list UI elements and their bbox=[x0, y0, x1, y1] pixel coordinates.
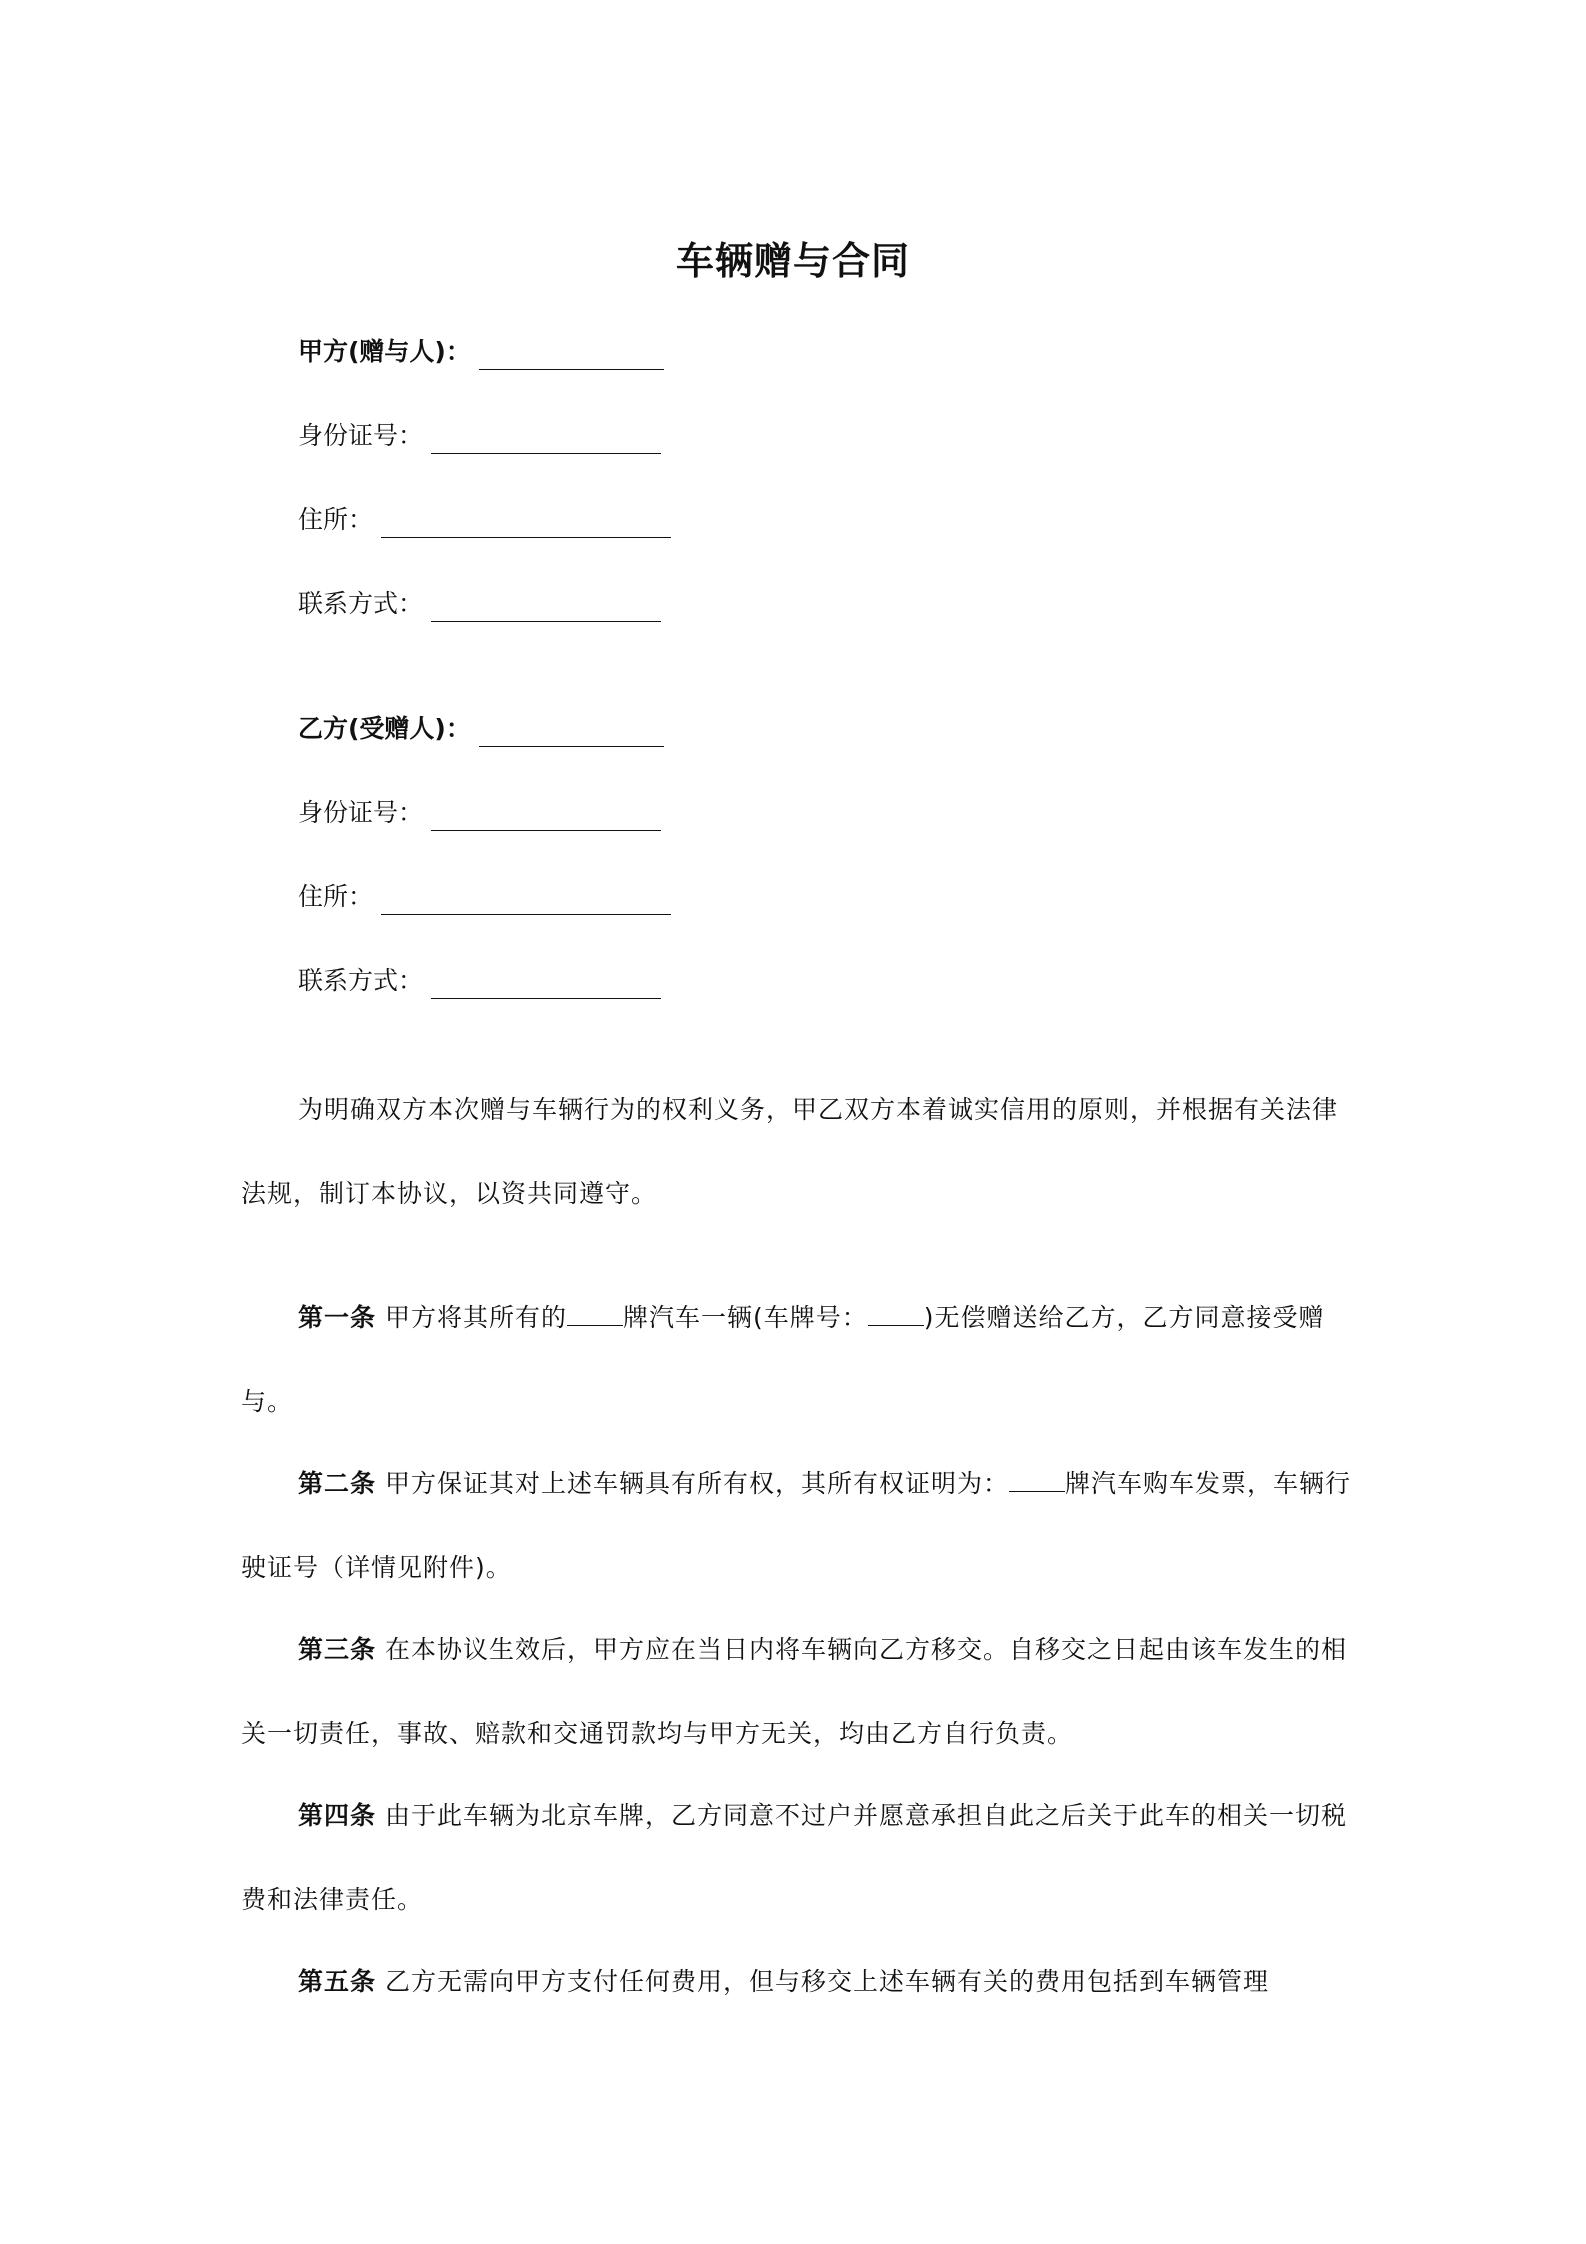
article-4 bbox=[241, 1774, 1351, 1942]
party-b-contact-label: 联系方式： bbox=[298, 966, 424, 995]
party-b-id-label: 身份证号： bbox=[298, 798, 424, 827]
party-b-address-label: 住所： bbox=[298, 882, 374, 911]
article-2-text-1: 甲方保证其对上述车辆具有所有权，其所有权证明为： bbox=[384, 1469, 1009, 1498]
article-1-number: 第一条 bbox=[298, 1303, 377, 1332]
article-1-text-2: 牌汽车一辆(车牌号： bbox=[622, 1303, 868, 1332]
article-3 bbox=[241, 1608, 1351, 1776]
brand-blank[interactable] bbox=[567, 1303, 623, 1326]
article-3-number: 第三条 bbox=[298, 1635, 377, 1664]
article-5-text: 乙方无需向甲方支付任何费用，但与移交上述车辆有关的费用包括到车辆管理 bbox=[384, 1967, 1269, 1996]
party-a-contact-row bbox=[298, 586, 661, 622]
party-b-name-blank[interactable] bbox=[479, 716, 664, 747]
article-5 bbox=[241, 1940, 1351, 2024]
article-4-number: 第四条 bbox=[298, 1801, 377, 1830]
party-b-address-row bbox=[298, 879, 671, 915]
party-a-contact-label: 联系方式： bbox=[298, 589, 424, 618]
article-1-text-3: )无偿赠送给乙方，乙方同意接受赠与。 bbox=[241, 1303, 1325, 1416]
article-2-text-2: 牌汽车购车发票，车辆行驶证号（详情见附件)。 bbox=[241, 1469, 1351, 1582]
party-b-heading: 乙方(受赠人)： bbox=[298, 714, 471, 743]
party-a-heading-row bbox=[298, 334, 664, 370]
party-b-address-blank[interactable] bbox=[381, 884, 671, 915]
article-1 bbox=[241, 1276, 1351, 1444]
article-5-number: 第五条 bbox=[298, 1967, 377, 1996]
plate-number-blank[interactable] bbox=[868, 1303, 924, 1326]
document-title: 车辆赠与合同 bbox=[675, 239, 910, 283]
party-a-name-blank[interactable] bbox=[479, 339, 664, 370]
article-2-number: 第二条 bbox=[298, 1469, 377, 1498]
party-a-address-label: 住所： bbox=[298, 505, 374, 534]
party-a-id-row bbox=[298, 418, 661, 454]
ownership-proof-blank[interactable] bbox=[1009, 1469, 1065, 1492]
party-a-address-blank[interactable] bbox=[381, 507, 671, 538]
article-2 bbox=[241, 1442, 1351, 1610]
article-1-text-1: 甲方将其所有的 bbox=[384, 1303, 567, 1332]
article-3-text: 在本协议生效后，甲方应在当日内将车辆向乙方移交。自移交之日起由该车发生的相关一切责任，事故、赔款和交通罚款均与甲方无关，均由乙方自行负责。 bbox=[241, 1635, 1347, 1748]
party-a-address-row bbox=[298, 502, 671, 538]
party-b-id-row bbox=[298, 795, 661, 831]
party-b-id-blank[interactable] bbox=[431, 800, 661, 831]
party-a-id-label: 身份证号： bbox=[298, 421, 424, 450]
party-b-contact-blank[interactable] bbox=[431, 968, 661, 999]
party-a-contact-blank[interactable] bbox=[431, 591, 661, 622]
article-4-text: 由于此车辆为北京车牌，乙方同意不过户并愿意承担自此之后关于此车的相关一切税费和法律责任。 bbox=[241, 1801, 1347, 1914]
intro-paragraph: 为明确双方本次赠与车辆行为的权利义务，甲乙双方本着诚实信用的原则，并根据有关法律法规，制订本协议，以资共同遵守。 bbox=[241, 1095, 1339, 1208]
party-b-heading-row bbox=[298, 711, 664, 747]
party-a-heading: 甲方(赠与人)： bbox=[298, 337, 471, 366]
party-b-contact-row bbox=[298, 963, 661, 999]
party-a-id-blank[interactable] bbox=[431, 423, 661, 454]
